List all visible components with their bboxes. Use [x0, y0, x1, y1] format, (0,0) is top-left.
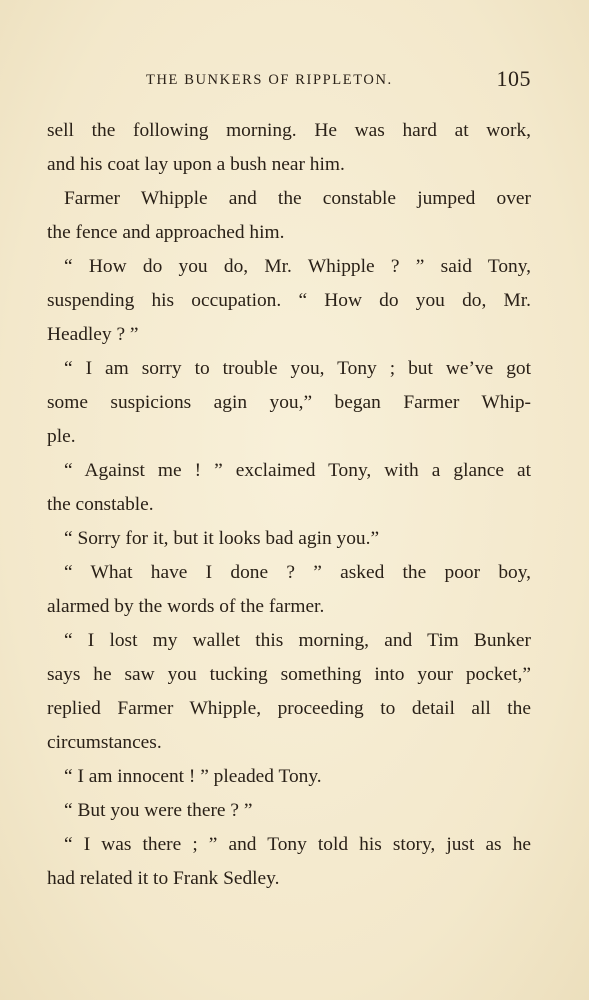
text-line: ple. [47, 426, 76, 447]
text-line: “ Sorry for it, but it looks bad agin you.” [64, 528, 380, 549]
text-line: “ I am innocent ! ” pleaded Tony. [64, 766, 322, 787]
text-line: alarmed by the words of the farmer. [47, 596, 325, 617]
text-line: sell the following morning. He was hard at work, [47, 120, 531, 141]
text-line: some suspicions agin you,” began Farmer Whip- [47, 392, 531, 413]
text-line: circumstances. [47, 732, 162, 753]
text-line: “ I lost my wallet this morning, and Tim Bunker [64, 630, 531, 651]
text-line: “ Against me ! ” exclaimed Tony, with a glance at [64, 460, 531, 481]
text-line: “ What have I done ? ” asked the poor boy, [64, 562, 531, 583]
text-line: replied Farmer Whipple, proceeding to detail all the [47, 698, 531, 719]
text-line: says he saw you tucking something into your pocket,” [47, 664, 531, 685]
text-line: “ But you were there ? ” [64, 800, 253, 821]
text-line: the constable. [47, 494, 154, 515]
text-line: “ I was there ; ” and Tony told his story, just as he [64, 834, 531, 855]
text-line: “ How do you do, Mr. Whipple ? ” said Tony, [64, 256, 531, 277]
running-head [0, 66, 589, 96]
text-line: suspending his occupation. “ How do you do, Mr. [47, 290, 531, 311]
running-title: THE BUNKERS OF RIPPLETON. [146, 72, 393, 88]
text-line: and his coat lay upon a bush near him. [47, 154, 345, 175]
text-line: Headley ? ” [47, 324, 139, 345]
body-text [47, 114, 531, 896]
page-number: 105 [496, 66, 531, 91]
text-line: the fence and approached him. [47, 222, 285, 243]
text-line: Farmer Whipple and the constable jumped over [64, 188, 531, 209]
text-line: had related it to Frank Sedley. [47, 868, 280, 889]
text-line: “ I am sorry to trouble you, Tony ; but we’ve got [64, 358, 531, 379]
